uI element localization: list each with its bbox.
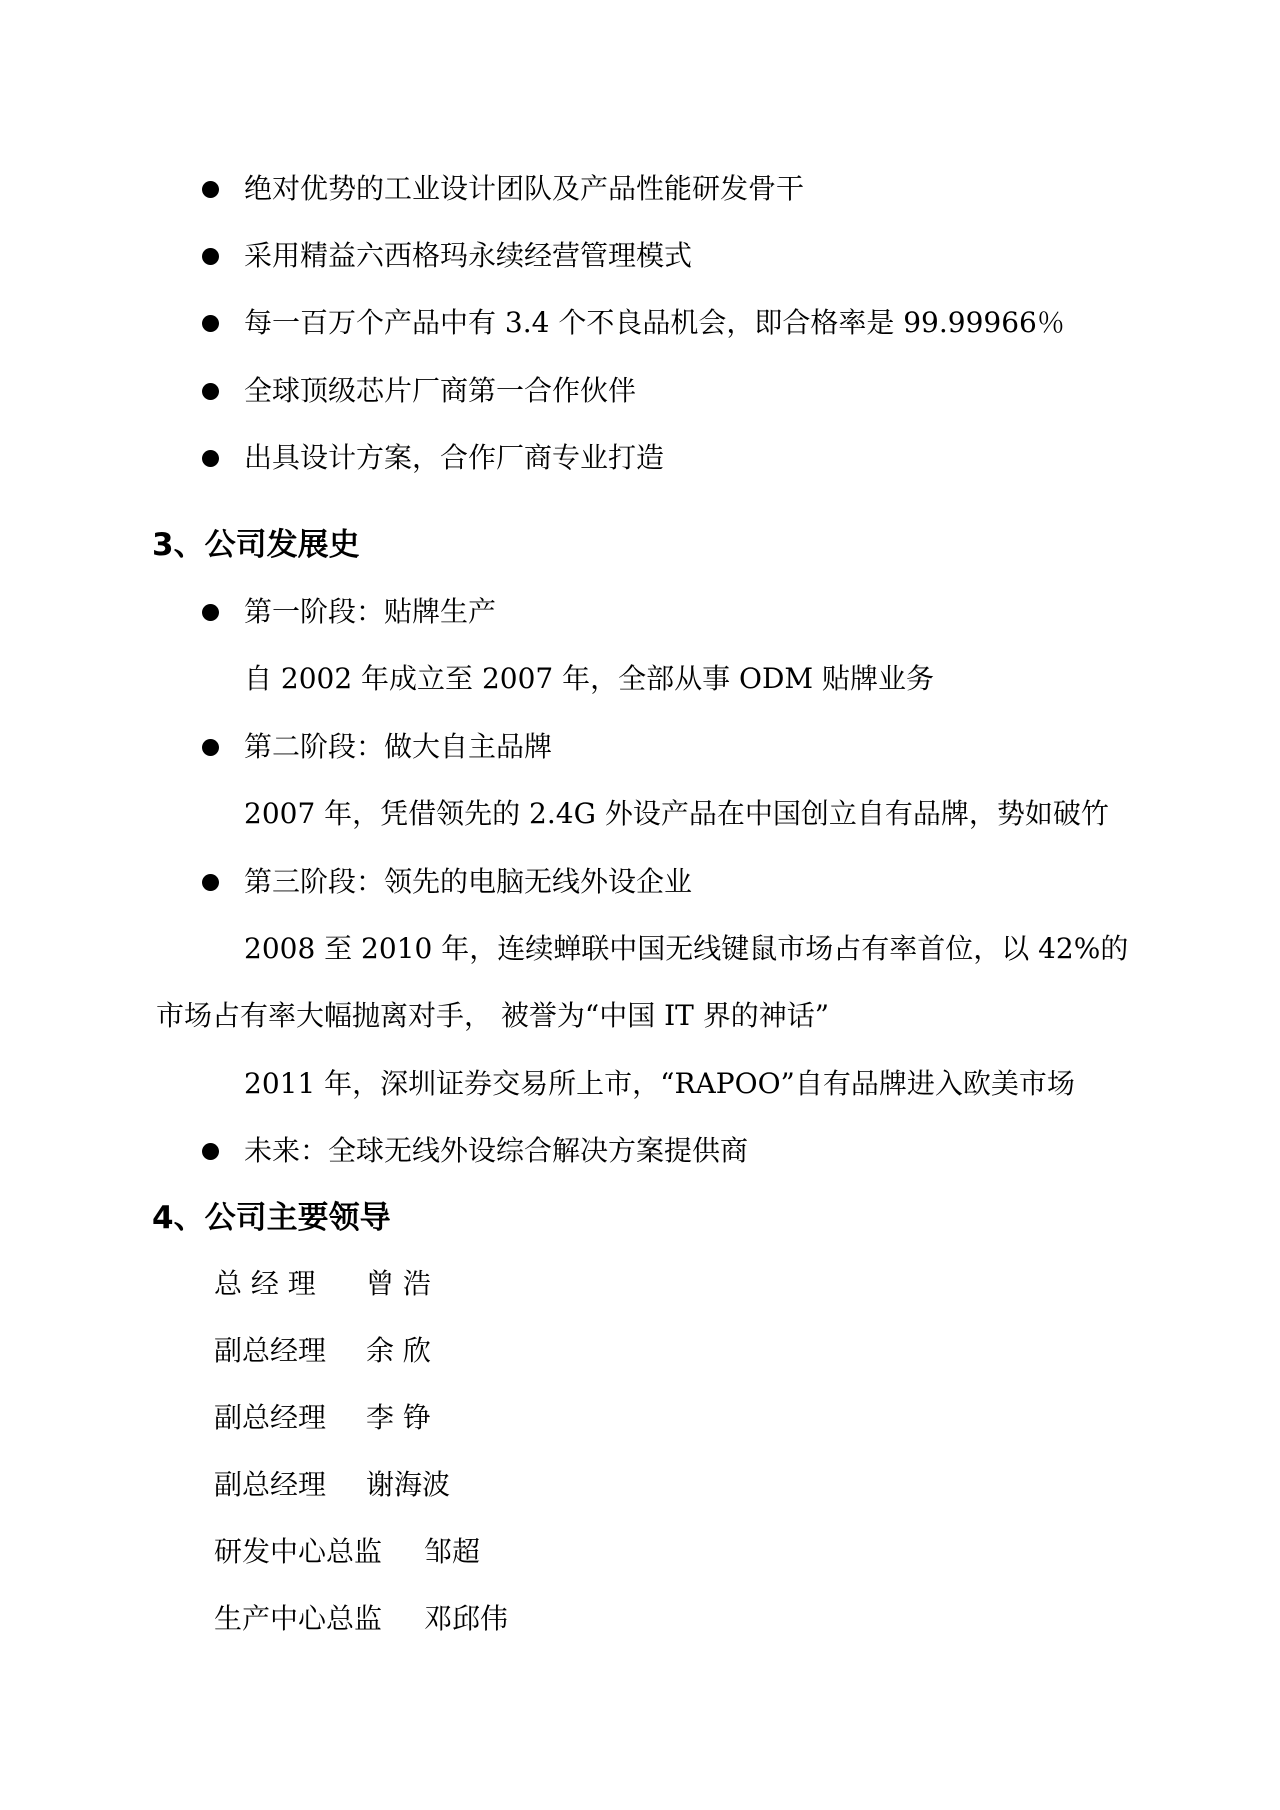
bullet-icon [202, 739, 219, 756]
bullet-icon [202, 450, 219, 467]
bullet-icon [202, 315, 219, 332]
bullet-icon [202, 383, 219, 400]
leader-title: 副总经理 [214, 1401, 327, 1434]
stage1-text: 自 2002 年成立至 2007 年，全部从事 ODM 贴牌业务 [244, 662, 934, 695]
leader-title: 研发中心总监 [214, 1535, 383, 1568]
bullet-icon [202, 1143, 219, 1160]
leader-name: 谢海波 [366, 1468, 451, 1501]
stage3-title: 第三阶段：领先的电脑无线外设企业 [244, 865, 693, 898]
stage1-title: 第一阶段：贴牌生产 [244, 595, 497, 628]
bullet-icon [202, 604, 219, 621]
stage2-text: 2007 年，凭借领先的 2.4G 外设产品在中国创立自有品牌，势如破竹 [244, 797, 1109, 830]
leader-name: 邹超 [424, 1535, 481, 1568]
bullet-icon [202, 181, 219, 198]
bullet-icon [202, 874, 219, 891]
stage3-text-line2: 市场占有率大幅抛离对手， 被誉为“中国 IT 界的神话” [156, 999, 830, 1032]
future-text: 未来：全球无线外设综合解决方案提供商 [244, 1134, 749, 1167]
leader-title: 副总经理 [214, 1334, 327, 1367]
bullet-icon [202, 248, 219, 265]
leader-title: 副总经理 [214, 1468, 327, 1501]
leader-name: 曾 浩 [366, 1267, 431, 1300]
leader-title: 总 经 理 [214, 1267, 316, 1300]
bullet-text: 出具设计方案，合作厂商专业打造 [244, 441, 665, 474]
bullet-text: 采用精益六西格玛永续经营管理模式 [244, 239, 693, 272]
bullet-text: 每一百万个产品中有 3.4 个不良品机会，即合格率是 99.99966％ [244, 306, 1065, 339]
leader-name: 邓邱伟 [424, 1602, 509, 1635]
stage3-text-line1: 2008 至 2010 年，连续蝉联中国无线键鼠市场占有率首位，以 42%的 [244, 932, 1129, 965]
leader-name: 余 欣 [366, 1334, 431, 1367]
bullet-text: 绝对优势的工业设计团队及产品性能研发骨干 [244, 172, 805, 205]
section-heading-leaders: 4、公司主要领导 [152, 1200, 391, 1236]
stage3-text2: 2011 年，深圳证券交易所上市，“RAPOO”自有品牌进入欧美市场 [244, 1067, 1075, 1100]
leader-title: 生产中心总监 [214, 1602, 383, 1635]
section-heading-history: 3、公司发展史 [152, 527, 360, 563]
leader-name: 李 铮 [366, 1401, 431, 1434]
stage2-title: 第二阶段：做大自主品牌 [244, 730, 553, 763]
bullet-text: 全球顶级芯片厂商第一合作伙伴 [244, 374, 637, 407]
